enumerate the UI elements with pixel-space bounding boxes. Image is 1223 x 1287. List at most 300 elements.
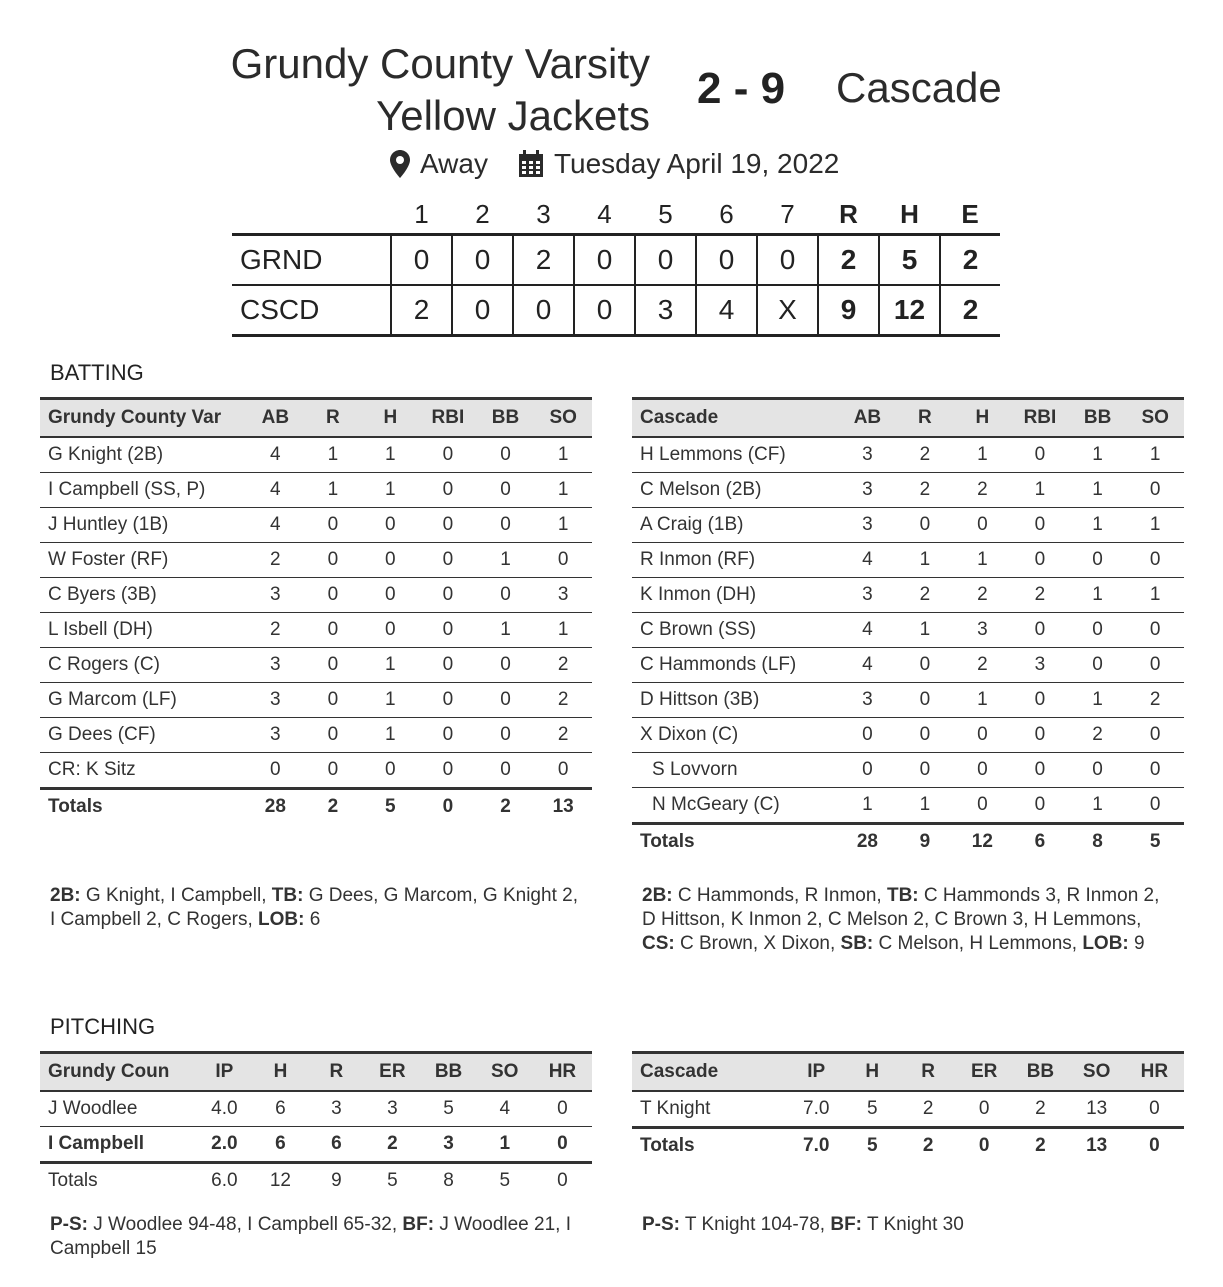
player-name: C Byers (3B) [40, 578, 247, 613]
stat-value: 3 [954, 613, 1012, 648]
stat-value: 0 [1011, 718, 1069, 753]
table-row [632, 578, 1184, 613]
stat-value: 0 [247, 753, 305, 789]
stat-column-header: RBI [1011, 399, 1069, 438]
stat-value: 9 [308, 1163, 364, 1199]
pitching-notes-home [50, 1213, 580, 1261]
stat-value: 5 [844, 1091, 900, 1128]
team-column-header: Cascade [632, 1053, 788, 1092]
stat-column-header: IP [788, 1053, 844, 1092]
table-row [632, 718, 1184, 753]
note-key: TB: [886, 885, 919, 906]
stat-value: 0 [534, 543, 592, 578]
stat-column-header: BB [1069, 399, 1127, 438]
final-score: 2 - 9 [697, 64, 786, 113]
stat-value: 5 [477, 1163, 533, 1199]
stat-value: 0 [954, 753, 1012, 788]
inning-score: 0 [452, 285, 513, 336]
stat-value: 0 [477, 648, 535, 683]
inning-score: 4 [696, 285, 757, 336]
table-row [632, 473, 1184, 508]
batting-notes-away [642, 884, 1172, 956]
stat-value: 0 [896, 648, 953, 683]
stat-value: 13 [534, 789, 592, 825]
table-row [632, 543, 1184, 578]
note-value: J Woodlee 94-48, I Campbell 65-32, [88, 1214, 403, 1235]
linescore-header-row [232, 195, 1000, 235]
stat-value: 0 [304, 508, 361, 543]
note-value: C Melson, H Lemmons, [873, 933, 1083, 954]
stat-value: 0 [1126, 648, 1184, 683]
stat-value: 0 [1069, 613, 1127, 648]
runs-header: R [839, 198, 858, 229]
team-column-header: Cascade [632, 399, 839, 438]
stat-value: 0 [1011, 683, 1069, 718]
stat-value: 1 [839, 788, 897, 824]
stat-value: 0 [419, 753, 477, 789]
batting-table-away [632, 397, 1184, 859]
player-name: J Huntley (1B) [40, 508, 247, 543]
stat-column-header: SO [1126, 399, 1184, 438]
stat-value: 3 [839, 578, 897, 613]
stat-value: 6 [308, 1127, 364, 1163]
stat-value: 0 [956, 1128, 1012, 1164]
stat-value: 1 [362, 648, 419, 683]
stat-value: 0 [896, 718, 953, 753]
note-key: SB: [840, 933, 874, 954]
stat-value: 5 [364, 1163, 420, 1199]
note-key: TB: [271, 885, 304, 906]
stat-value: 1 [362, 473, 419, 508]
stat-value: 1 [1069, 683, 1127, 718]
away-team-name: Cascade [836, 64, 1002, 111]
stat-column-header: H [954, 399, 1012, 438]
inning-6-header: 6 [719, 198, 734, 229]
stat-value: 2 [900, 1128, 956, 1164]
stat-value: 0 [419, 789, 477, 825]
stat-value: 2 [1011, 578, 1069, 613]
note-key: P-S: [50, 1214, 88, 1235]
stat-value: 8 [1069, 824, 1127, 860]
stat-value: 1 [896, 788, 953, 824]
stat-value: 0 [362, 543, 419, 578]
inning-4-header: 4 [597, 198, 612, 229]
stat-value: 2 [477, 789, 535, 825]
stat-column-header: R [304, 399, 361, 438]
stat-value: 0 [304, 648, 361, 683]
stat-value: 0 [1126, 718, 1184, 753]
table-row [40, 508, 592, 543]
note-value: G Dees, G Marcom, G Knight 2, I Campbell 2, C Rogers, [50, 885, 584, 930]
stat-value: 6.0 [196, 1163, 252, 1199]
player-name: Totals [40, 1163, 196, 1199]
stat-column-header: BB [420, 1053, 476, 1092]
note-value: 9 [1128, 933, 1145, 954]
hits-total: 5 [879, 235, 940, 286]
stat-value: 4 [247, 473, 305, 508]
inning-score: 2 [391, 285, 452, 336]
table-row [40, 437, 592, 473]
table-row [40, 473, 592, 508]
stat-value: 0 [477, 508, 535, 543]
stat-value: 0 [1011, 437, 1069, 473]
inning-score: 0 [574, 235, 635, 286]
stat-value: 0 [304, 543, 361, 578]
stat-column-header: IP [196, 1053, 252, 1092]
stat-value: 0 [839, 753, 897, 788]
stat-value: 0 [956, 1091, 1012, 1128]
stat-value: 0 [304, 753, 361, 789]
table-row [632, 508, 1184, 543]
stat-value: 0 [896, 683, 953, 718]
player-name: D Hittson (3B) [632, 683, 839, 718]
stat-column-header: SO [1069, 1053, 1125, 1092]
player-name: I Campbell (SS, P) [40, 473, 247, 508]
stat-value: 4.0 [196, 1091, 252, 1127]
player-name: R Inmon (RF) [632, 543, 839, 578]
pitching-notes-away [642, 1213, 1172, 1237]
stat-value: 1 [1069, 437, 1127, 473]
table-row [40, 718, 592, 753]
stat-value: 3 [839, 683, 897, 718]
note-value: G Knight, I Campbell, [80, 885, 272, 906]
stat-value: 4 [477, 1091, 533, 1127]
stat-value: 3 [247, 718, 305, 753]
stat-value: 1 [1069, 788, 1127, 824]
inning-1-header: 1 [414, 198, 429, 229]
stat-header-row [632, 1053, 1184, 1092]
runs-total: 2 [818, 235, 879, 286]
stat-value: 2 [1012, 1091, 1068, 1128]
stat-column-header: ER [364, 1053, 420, 1092]
player-name: Totals [632, 824, 839, 860]
stat-value: 0 [954, 718, 1012, 753]
stat-value: 0 [896, 753, 953, 788]
player-name: H Lemmons (CF) [632, 437, 839, 473]
note-key: 2B: [642, 885, 673, 906]
player-name: L Isbell (DH) [40, 613, 247, 648]
stat-value: 0 [477, 683, 535, 718]
stat-value: 28 [247, 789, 305, 825]
inning-score: 3 [635, 285, 696, 336]
hits-total: 12 [879, 285, 940, 336]
linescore-corner [232, 195, 391, 235]
stat-value: 3 [534, 578, 592, 613]
table-row [632, 753, 1184, 788]
note-key: CS: [642, 933, 675, 954]
inning-score: 0 [452, 235, 513, 286]
stat-value: 0 [419, 683, 477, 718]
stat-value: 6 [252, 1091, 308, 1127]
pitching-section-label: PITCHING [50, 1014, 156, 1039]
stat-value: 1 [304, 473, 361, 508]
player-name: Totals [632, 1128, 788, 1164]
stat-value: 2 [954, 473, 1012, 508]
inning-3-header: 3 [536, 198, 551, 229]
stat-value: 1 [534, 437, 592, 473]
table-row [632, 1091, 1184, 1128]
stat-value: 0 [533, 1163, 592, 1199]
stat-value: 0 [1126, 753, 1184, 788]
stat-value: 1 [362, 718, 419, 753]
player-name: A Craig (1B) [632, 508, 839, 543]
note-key: BF: [402, 1214, 435, 1235]
stat-value: 2 [247, 543, 305, 578]
inning-score: 0 [696, 235, 757, 286]
stat-value: 0 [362, 613, 419, 648]
inning-7-header: 7 [780, 198, 795, 229]
stat-column-header: RBI [419, 399, 477, 438]
stat-value: 1 [362, 437, 419, 473]
pitching-table-away [632, 1051, 1184, 1163]
totals-row [632, 1128, 1184, 1164]
stat-column-header: HR [533, 1053, 592, 1092]
stat-value: 2 [896, 437, 953, 473]
note-value: C Hammonds, R Inmon, [672, 885, 887, 906]
inning-score: 2 [513, 235, 574, 286]
stat-value: 13 [1069, 1091, 1125, 1128]
stat-value: 2 [364, 1127, 420, 1163]
stat-column-header: BB [1012, 1053, 1068, 1092]
player-name: G Dees (CF) [40, 718, 247, 753]
stat-value: 0 [1011, 543, 1069, 578]
inning-score: 0 [757, 235, 818, 286]
stat-value: 1 [954, 437, 1012, 473]
hits-header: H [900, 198, 919, 229]
stat-value: 28 [839, 824, 897, 860]
stat-value: 1 [1069, 473, 1127, 508]
stat-value: 3 [420, 1127, 476, 1163]
stat-value: 0 [419, 578, 477, 613]
stat-value: 0 [1011, 508, 1069, 543]
stat-value: 4 [839, 613, 897, 648]
stat-value: 13 [1069, 1128, 1125, 1164]
stat-header-row [632, 399, 1184, 438]
stat-value: 0 [533, 1091, 592, 1127]
stat-value: 0 [419, 543, 477, 578]
stat-value: 0 [1126, 788, 1184, 824]
stat-column-header: SO [534, 399, 592, 438]
stat-value: 5 [1126, 824, 1184, 860]
errors-header: E [961, 198, 979, 229]
player-name: CR: K Sitz [40, 753, 247, 789]
player-name: Totals [40, 789, 247, 825]
stat-value: 0 [362, 753, 419, 789]
stat-value: 0 [477, 437, 535, 473]
batting-section-label: BATTING [50, 360, 144, 385]
totals-row [40, 1163, 592, 1199]
stat-value: 2 [534, 648, 592, 683]
stat-value: 0 [1011, 613, 1069, 648]
stat-value: 1 [362, 683, 419, 718]
totals-row [40, 789, 592, 825]
stat-value: 0 [419, 648, 477, 683]
team-column-header: Grundy Coun [40, 1053, 196, 1092]
stat-value: 3 [247, 648, 305, 683]
stat-value: 3 [839, 508, 897, 543]
stat-column-header: AB [839, 399, 897, 438]
stat-value: 3 [364, 1091, 420, 1127]
errors-total: 2 [940, 235, 1000, 286]
stat-value: 12 [954, 824, 1012, 860]
stat-value: 2 [534, 718, 592, 753]
stat-column-header: R [900, 1053, 956, 1092]
inning-score: 0 [574, 285, 635, 336]
player-name: C Melson (2B) [632, 473, 839, 508]
player-name: X Dixon (C) [632, 718, 839, 753]
stat-value: 0 [954, 508, 1012, 543]
table-row [40, 543, 592, 578]
stat-value: 0 [362, 508, 419, 543]
stat-value: 4 [839, 543, 897, 578]
stat-value: 0 [477, 578, 535, 613]
stat-value: 3 [839, 437, 897, 473]
stat-value: 0 [533, 1127, 592, 1163]
stat-value: 0 [419, 613, 477, 648]
team-column-header: Grundy County Var [40, 399, 247, 438]
stat-value: 1 [954, 543, 1012, 578]
stat-value: 6 [1011, 824, 1069, 860]
stat-header-row [40, 1053, 592, 1092]
stat-value: 0 [304, 718, 361, 753]
stat-value: 0 [419, 508, 477, 543]
stat-value: 1 [304, 437, 361, 473]
location-pin-icon [390, 150, 410, 178]
table-row [632, 683, 1184, 718]
stat-value: 1 [1126, 578, 1184, 613]
stat-value: 7.0 [788, 1128, 844, 1164]
stat-column-header: H [844, 1053, 900, 1092]
linescore-row-away [232, 285, 1000, 336]
stat-value: 0 [304, 578, 361, 613]
stat-value: 1 [1126, 437, 1184, 473]
player-name: K Inmon (DH) [632, 578, 839, 613]
inning-5-header: 5 [658, 198, 673, 229]
player-name: J Woodlee [40, 1091, 196, 1127]
stat-value: 2 [954, 578, 1012, 613]
game-date: Tuesday April 19, 2022 [553, 148, 840, 179]
table-row [40, 1127, 592, 1163]
stat-value: 0 [1069, 543, 1127, 578]
stat-value: 1 [896, 543, 953, 578]
stat-value: 0 [304, 613, 361, 648]
table-row [40, 648, 592, 683]
note-key: LOB: [258, 909, 305, 930]
table-row [40, 578, 592, 613]
stat-value: 4 [247, 508, 305, 543]
stat-value: 1 [477, 1127, 533, 1163]
stat-value: 2 [247, 613, 305, 648]
stat-value: 2.0 [196, 1127, 252, 1163]
stat-value: 0 [1126, 543, 1184, 578]
inning-score: X [757, 285, 818, 336]
home-team-line1: Grundy County Varsity [230, 40, 650, 87]
note-value: 6 [304, 909, 321, 930]
stat-value: 1 [1011, 473, 1069, 508]
stat-value: 0 [1069, 648, 1127, 683]
stat-value: 1 [534, 613, 592, 648]
stat-column-header: AB [247, 399, 305, 438]
batting-table-home [40, 397, 592, 824]
runs-total: 9 [818, 285, 879, 336]
stat-value: 6 [252, 1127, 308, 1163]
table-row [632, 648, 1184, 683]
stat-value: 3 [1011, 648, 1069, 683]
batting-notes-home [50, 884, 584, 932]
stat-value: 4 [839, 648, 897, 683]
location-text: Away [420, 148, 488, 179]
stat-column-header: H [252, 1053, 308, 1092]
player-name: G Knight (2B) [40, 437, 247, 473]
stat-value: 1 [534, 473, 592, 508]
note-key: BF: [830, 1214, 863, 1235]
team-abbr: CSCD [232, 285, 391, 336]
stat-value: 0 [477, 718, 535, 753]
calendar-icon [518, 150, 544, 178]
stat-column-header: HR [1125, 1053, 1184, 1092]
stat-value: 2 [896, 578, 953, 613]
stat-value: 5 [844, 1128, 900, 1164]
player-name: S Lovvorn [632, 753, 839, 788]
note-key: LOB: [1082, 933, 1129, 954]
player-name: C Hammonds (LF) [632, 648, 839, 683]
stat-value: 0 [362, 578, 419, 613]
stat-value: 0 [534, 753, 592, 789]
stat-value: 3 [839, 473, 897, 508]
stat-value: 7.0 [788, 1091, 844, 1128]
player-name: C Brown (SS) [632, 613, 839, 648]
stat-value: 3 [247, 578, 305, 613]
stat-value: 1 [534, 508, 592, 543]
table-row [40, 613, 592, 648]
stat-value: 3 [247, 683, 305, 718]
inning-score: 0 [635, 235, 696, 286]
inning-score: 0 [513, 285, 574, 336]
table-row [40, 1091, 592, 1127]
note-value: J Woodlee 21, I Campbell 15 [50, 1214, 577, 1259]
stat-value: 0 [954, 788, 1012, 824]
stat-value: 4 [247, 437, 305, 473]
stat-value: 0 [477, 473, 535, 508]
note-value: T Knight 104-78, [680, 1214, 831, 1235]
stat-value: 2 [1069, 718, 1127, 753]
errors-total: 2 [940, 285, 1000, 336]
team-abbr: GRND [232, 235, 391, 286]
stat-value: 0 [896, 508, 953, 543]
home-team-name [231, 38, 650, 142]
stat-value: 0 [419, 718, 477, 753]
stat-column-header: ER [956, 1053, 1012, 1092]
stat-value: 1 [954, 683, 1012, 718]
stat-value: 0 [419, 437, 477, 473]
table-row [40, 683, 592, 718]
table-row [632, 788, 1184, 824]
stat-value: 2 [1012, 1128, 1068, 1164]
stat-value: 5 [362, 789, 419, 825]
linescore-row-home [232, 235, 1000, 286]
stat-value: 2 [534, 683, 592, 718]
stat-value: 2 [1126, 683, 1184, 718]
stat-value: 2 [900, 1091, 956, 1128]
table-row [40, 753, 592, 789]
table-row [632, 613, 1184, 648]
stat-value: 0 [1126, 473, 1184, 508]
player-name: W Foster (RF) [40, 543, 247, 578]
stat-value: 3 [308, 1091, 364, 1127]
pitching-table-home [40, 1051, 592, 1198]
stat-value: 2 [954, 648, 1012, 683]
stat-value: 0 [419, 473, 477, 508]
